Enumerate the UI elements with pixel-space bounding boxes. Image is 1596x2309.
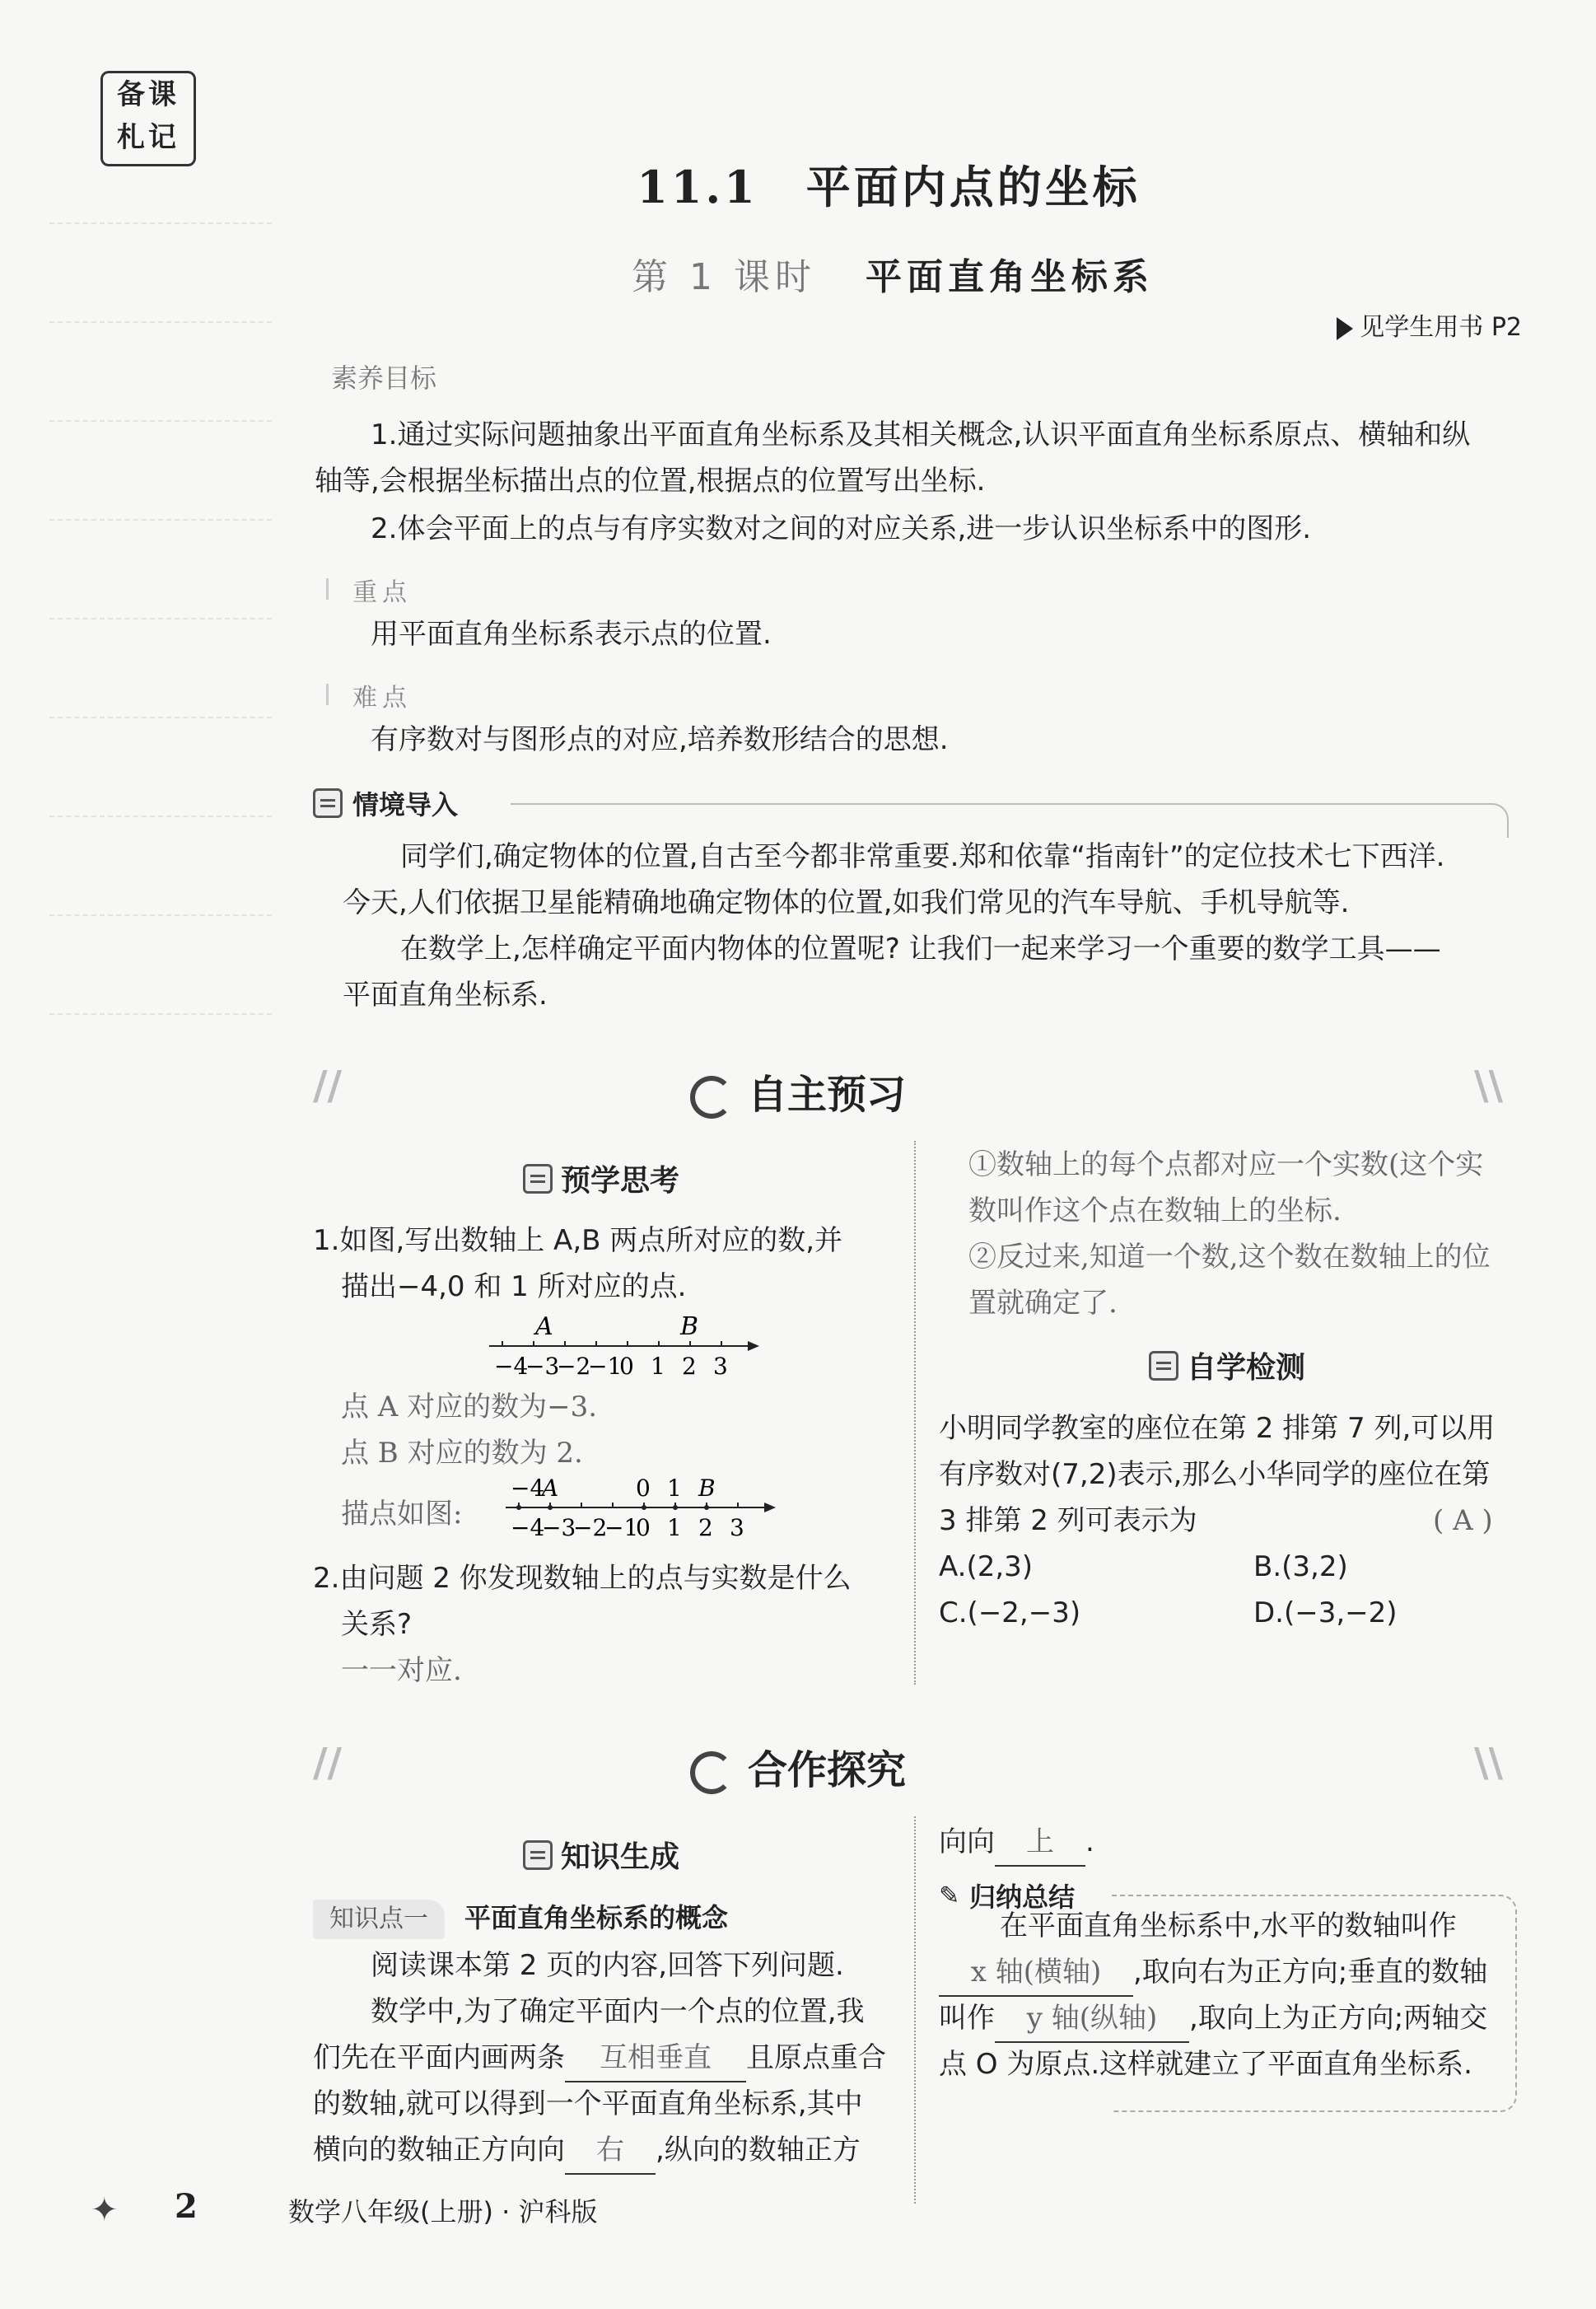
nl2-tick-label: 3 <box>730 1514 744 1541</box>
answer-A: 点 A 对应的数为−3. <box>341 1391 598 1423</box>
intro-label: 情境导入 <box>352 789 459 820</box>
para-line-1: 数学中,为了确定平面内一个点的位置,我 <box>371 1995 865 2028</box>
explore-heading-text: 合作探究 <box>747 1747 906 1793</box>
check-line-1: 小明同学教室的座位在第 2 排第 7 列,可以用 <box>939 1412 1496 1445</box>
answer-B: 点 B 对应的数为 2. <box>341 1437 583 1470</box>
knowledge-point-row <box>313 1898 728 1939</box>
para-line-3: 的数轴,就可以得到一个平面直角坐标系,其中 <box>313 2087 863 2120</box>
ref-text: 见学生用书 P2 <box>1360 313 1522 342</box>
slash-right-decor-2: \\ <box>1474 1740 1504 1786</box>
explore-section-heading <box>0 1738 1596 1795</box>
nl2-tick-label: −2 <box>573 1514 608 1541</box>
q1-line-2: 描出−4,0 和 1 所对应的点. <box>341 1270 687 1303</box>
nl2-point-dot <box>548 1505 553 1510</box>
nl1-tick-label: −2 <box>557 1353 591 1380</box>
intro-p3: 在数学上,怎样确定平面内物体的位置呢? 让我们一起来学习一个重要的数学工具—— <box>400 932 1441 965</box>
nl2-tick-label: −4 <box>511 1514 545 1541</box>
slash-left-decor-2: // <box>313 1740 343 1786</box>
student-book-ref <box>1337 306 1522 343</box>
self-check-heading-text: 自学检测 <box>1186 1351 1305 1385</box>
continued-line <box>939 1819 1094 1867</box>
lesson-subtitle <box>0 247 1596 300</box>
note-2-line-1: ②反过来,知道一个数,这个数在数轴上的位 <box>968 1241 1491 1274</box>
column-divider-2 <box>914 1816 916 2204</box>
number-line-1 <box>486 1310 766 1384</box>
knowledge-icon <box>523 1840 553 1870</box>
nl2-point-dot <box>642 1505 646 1510</box>
nl1-tick-label: −3 <box>525 1353 560 1380</box>
difficulty-label: 难点 <box>352 677 412 713</box>
nl1-tick-label: −1 <box>588 1353 623 1380</box>
think-heading <box>313 1157 889 1199</box>
nl2-tick-label: −1 <box>604 1514 639 1541</box>
nl2-top-label: 0 <box>636 1475 651 1502</box>
q2-line-2: 关系? <box>341 1608 413 1641</box>
summary-line-1: 在平面直角坐标系中,水平的数轴叫作 <box>1000 1909 1457 1942</box>
note-1-line-1: ①数轴上的每个点都对应一个实数(这个实 <box>968 1148 1484 1181</box>
intro-heading <box>313 784 458 822</box>
continued-line-a: 向向 <box>939 1825 995 1858</box>
q2-line-1: 2.由问题 2 你发现数轴上的点与实数是什么 <box>313 1562 852 1595</box>
nl2-tick-label: 1 <box>667 1514 682 1541</box>
think-heading-text: 预学思考 <box>560 1164 679 1198</box>
option-C: C.(−2,−3) <box>939 1596 1081 1629</box>
blank-right: 右 <box>565 2127 656 2175</box>
nl1-tick-label: 2 <box>682 1353 697 1380</box>
preview-heading-text: 自主预习 <box>747 1072 906 1118</box>
check-line-2: 有序数对(7,2)表示,那么小华同学的座位在第 <box>939 1458 1491 1491</box>
think-icon <box>523 1164 553 1194</box>
note-1-line-2: 数叫作这个点在数轴上的坐标. <box>968 1194 1342 1227</box>
key-point-label: 重点 <box>352 572 412 608</box>
pencil-icon: ✎ <box>939 1881 960 1910</box>
summary-line-3-a: 叫作 <box>939 2002 995 2035</box>
option-B: B.(3,2) <box>1253 1550 1348 1583</box>
slash-left-decor: // <box>313 1063 343 1109</box>
knowledge-heading-text: 知识生成 <box>560 1840 679 1874</box>
intro-p2: 今天,人们依据卫星能精确地确定物体的位置,如我们常见的汽车导航、手机导航等. <box>343 886 1350 919</box>
summary-line-3-b: ,取向上为正方向;两轴交 <box>1189 2002 1488 2035</box>
check-icon <box>1149 1351 1178 1381</box>
continued-line-end: . <box>1085 1825 1094 1858</box>
goal-1-line-2: 轴等,会根据坐标描出点的位置,根据点的位置写出坐标. <box>315 465 986 498</box>
footer-decor-icon: ✦ <box>91 2191 119 2229</box>
para-line-4 <box>313 2127 861 2175</box>
key-point-text: 用平面直角坐标系表示点的位置. <box>371 618 772 651</box>
nl2-point-dot <box>704 1505 709 1510</box>
lesson-number: 第 1 课时 <box>632 256 816 298</box>
q1-line-1: 1.如图,写出数轴上 A,B 两点所对应的数,并 <box>313 1224 843 1257</box>
goals-label: 素养目标 <box>331 362 437 394</box>
blank-perpendicular: 互相垂直 <box>565 2035 746 2082</box>
nl2-top-label: B <box>698 1475 716 1502</box>
summary-heading-text: 归纳总结 <box>969 1881 1076 1913</box>
column-divider <box>914 1141 916 1685</box>
nl1-tick-label: 0 <box>619 1353 634 1380</box>
nl2-top-label: −4 <box>511 1475 545 1502</box>
page-number: 2 <box>175 2187 198 2226</box>
answer-plot: 描点如图: <box>341 1498 463 1531</box>
blank-x-axis: x 轴(横轴) <box>939 1949 1133 1997</box>
nl2-top-label: A <box>542 1475 559 1502</box>
nl1-tick-label: 1 <box>651 1353 665 1380</box>
summary-line-2-b: ,取向右为正方向;垂直的数轴 <box>1133 1956 1488 1989</box>
logo-line-1: 备课 <box>117 78 180 111</box>
spiral-icon <box>690 1076 733 1119</box>
book-title: 数学八年级(上册) · 沪科版 <box>288 2196 598 2227</box>
summary-line-2 <box>939 1949 1487 1997</box>
knowledge-point-tag: 知识点一 <box>313 1900 445 1939</box>
scene-icon <box>313 788 343 818</box>
nl1-tick-label: 3 <box>713 1353 728 1380</box>
nl2-top-label: 1 <box>667 1475 682 1502</box>
point-A-label: A <box>535 1312 553 1341</box>
option-D: D.(−3,−2) <box>1253 1596 1398 1629</box>
option-A: A.(2,3) <box>939 1550 1034 1583</box>
goal-1-line-1: 1.通过实际问题抽象出平面直角坐标系及其相关概念,认识平面直角坐标系原点、横轴和纵 <box>371 418 1471 451</box>
intro-p1: 同学们,确定物体的位置,自古至今都非常重要.郑和依靠“指南针”的定位技术七下西洋. <box>400 840 1445 873</box>
nl1-tick-label: −4 <box>494 1353 529 1380</box>
lesson-name: 平面直角坐标系 <box>865 256 1154 298</box>
para-line-4-b: ,纵向的数轴正方 <box>656 2134 861 2166</box>
summary-line-3 <box>939 1995 1487 2043</box>
nl2-point-dot <box>673 1505 678 1510</box>
goal-2: 2.体会平面上的点与有序实数对之间的对应关系,进一步认识坐标系中的图形. <box>371 512 1312 545</box>
knowledge-point-title: 平面直角坐标系的概念 <box>464 1902 729 1933</box>
intro-frame <box>511 803 1509 838</box>
logo-line-2: 札记 <box>117 121 180 154</box>
slash-right-decor: \\ <box>1474 1063 1504 1109</box>
para-line-2-a: 们先在平面内画两条 <box>313 2041 565 2074</box>
read-instruction: 阅读课本第 2 页的内容,回答下列问题. <box>371 1949 844 1982</box>
answer-q2: 一一对应. <box>341 1654 462 1687</box>
nl2-tick-label: 0 <box>636 1514 651 1541</box>
self-check-heading <box>939 1344 1515 1386</box>
summary-line-4: 点 O 为原点.这样就建立了平面直角坐标系. <box>939 2048 1472 2081</box>
blank-up: 上 <box>995 1819 1085 1867</box>
difficulty-text: 有序数对与图形点的对应,培养数形结合的思想. <box>371 723 949 756</box>
note-2-line-2: 置就确定了. <box>968 1287 1118 1320</box>
nl2-tick-label: 2 <box>698 1514 713 1541</box>
nl2-tick-label: −3 <box>542 1514 576 1541</box>
spiral-icon-2 <box>690 1751 733 1794</box>
blank-y-axis: y 轴(纵轴) <box>995 1995 1189 2043</box>
check-line-3: 3 排第 2 列可表示为 <box>939 1504 1197 1537</box>
nl2-point-dot <box>516 1505 521 1510</box>
check-answer: ( A ) <box>1433 1504 1493 1537</box>
page-title: 11.1 平面内点的坐标 <box>637 161 1141 213</box>
number-line-2 <box>502 1471 782 1545</box>
point-B-label: B <box>680 1312 699 1341</box>
preview-section-heading <box>0 1063 1596 1119</box>
para-line-2-b: 且原点重合 <box>746 2041 886 2074</box>
knowledge-heading <box>313 1834 889 1876</box>
para-line-4-a: 横向的数轴正方向向 <box>313 2134 565 2166</box>
para-line-2 <box>313 2035 886 2082</box>
triangle-icon <box>1337 317 1353 340</box>
intro-p4: 平面直角坐标系. <box>343 979 548 1012</box>
